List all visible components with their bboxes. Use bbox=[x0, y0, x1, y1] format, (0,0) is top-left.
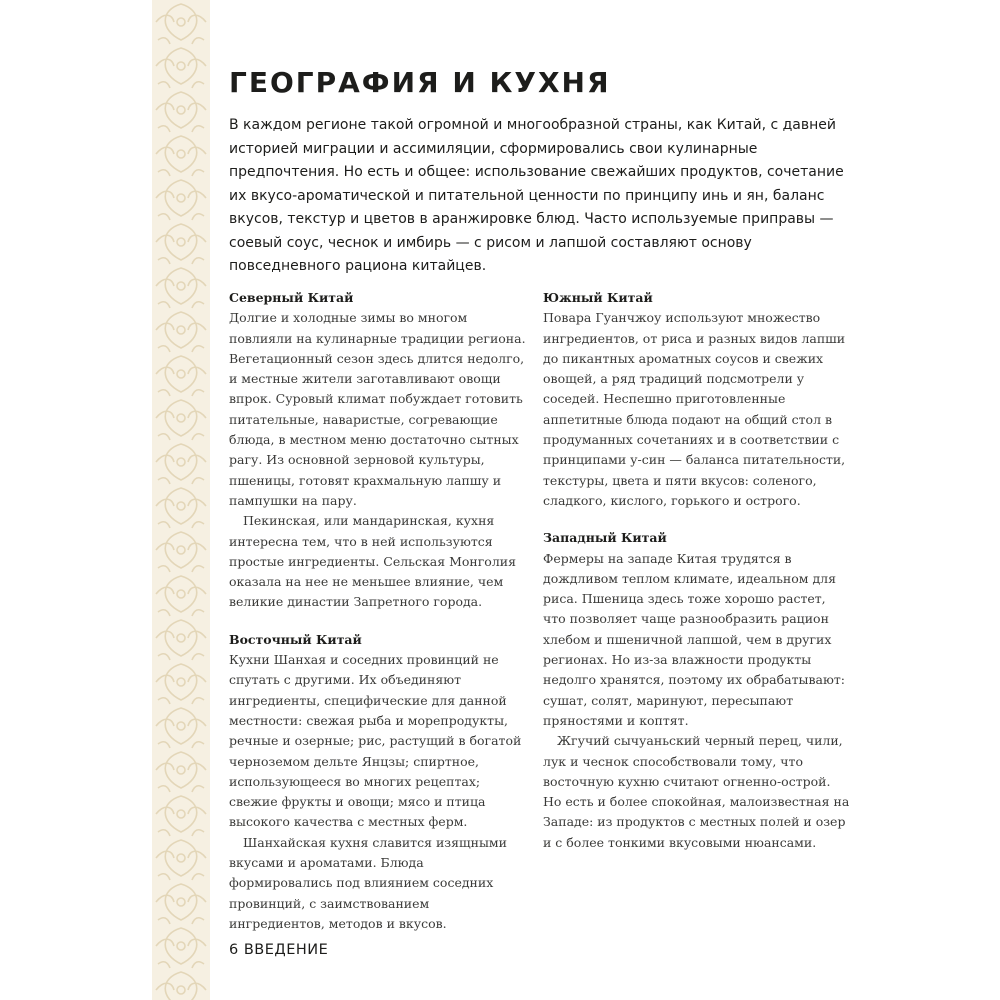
page-number: 6 bbox=[229, 942, 239, 958]
ornament-motif bbox=[156, 92, 206, 132]
section-label: ВВЕДЕНИЕ bbox=[243, 942, 329, 958]
ornament-motif bbox=[156, 840, 206, 880]
ornament-motif bbox=[156, 400, 206, 440]
ornament-motif bbox=[156, 356, 206, 396]
page-title: ГЕОГРАФИЯ И КУХНЯ bbox=[229, 66, 611, 99]
section-paragraph: Жгучий сычуаньский черный перец, чили, лук и чеснок способствовали тому, что восточную кухню считают огненно-острой. Но есть и более спокойная, малоизвестная на Западе: из продуктов с местных полей и озер и с более тонкими вкусовыми нюансами. bbox=[543, 733, 850, 850]
ornament-motif bbox=[156, 136, 206, 176]
ornament-motif bbox=[156, 972, 206, 1000]
section-paragraph: Кухни Шанхая и соседних провинций не спутать с другими. Их объединяют ингредиенты, специфические для данной местности: свежая рыба и морепродукты, речные и озерные; рис, растущий в богатой черноземом дельте Янцзы; спиртное, использующееся во многих рецептах; свежие фрукты и овощи; мясо и птица высокого качества с местных ферм. bbox=[229, 652, 522, 830]
ornament-motif bbox=[156, 4, 206, 44]
ornament-motif bbox=[156, 268, 206, 308]
ornament-motif bbox=[156, 532, 206, 572]
right-column bbox=[543, 288, 850, 870]
ornament-motif bbox=[156, 224, 206, 264]
ornament-motif bbox=[156, 620, 206, 660]
section-east-china bbox=[229, 630, 529, 934]
left-column bbox=[229, 288, 529, 951]
ornament-motif bbox=[156, 444, 206, 484]
section-heading: Северный Китай bbox=[229, 290, 354, 305]
ornament-motif bbox=[156, 576, 206, 616]
lace-border-ornament bbox=[152, 0, 210, 1000]
section-heading: Восточный Китай bbox=[229, 631, 362, 647]
page-folio bbox=[229, 942, 328, 958]
ornament-motif bbox=[156, 312, 206, 352]
section-paragraph: Шанхайская кухня славится изящными вкусами и ароматами. Блюда формировались под влиянием соседних провинций, с заимствованием ингредиентов, методов и вкусов. bbox=[229, 834, 507, 931]
section-heading: Южный Китай bbox=[543, 290, 653, 305]
ornament-motif bbox=[156, 664, 206, 704]
ornament-motif bbox=[156, 48, 206, 88]
ornament-pattern bbox=[152, 0, 210, 1000]
ornament-motif bbox=[156, 752, 206, 792]
section-paragraph: Повара Гуанчжоу используют множество ингредиентов, от риса и разных видов лапши до пикантных ароматных соусов и свежих овощей, а ряд традиций подсмотрели у соседей. Неспешно приготовленные аппетитные блюда подают на общий стол в продуманных сочетаниях и в соответствии с принципами у-син — баланса питательности, текстуры, цвета и пяти вкусов: соленого, сладкого, кислого, горького и острого. bbox=[543, 310, 846, 508]
intro-paragraph: В каждом регионе такой огромной и многообразной страны, как Китай, с давней историей миграции и ассимиляции, сформировались свои кулинарные предпочтения. Но есть и общее: использование свежайших продуктов, сочетание их вкусо-ароматической и питательной ценности по принципу инь и ян, баланс вкусов, текстур и цветов в аранжировке блюд. Часто используемые приправы — соевый соус, чеснок и имбирь — с рисом и лапшой составляют основу повседневного рациона китайцев. bbox=[229, 117, 844, 274]
section-paragraph: Пекинская, или мандаринская, кухня интересна тем, что в ней используются простые ингредиенты. Сельская Монголия оказала на нее не меньшее влияние, чем великие династии Запретного города. bbox=[229, 513, 516, 610]
section-paragraph: Долгие и холодные зимы во многом повлияли на кулинарные традиции региона. Вегетационный сезон здесь длится недолго, и местные жители заготавливают овощи впрок. Суровый климат побуждает готовить питательные, наваристые, согревающие блюда, в местном меню достаточно сытных рагу. Из основной зерновой культуры, пшеницы, готовят крахмальную лапшу и пампушки на пару. bbox=[229, 310, 526, 508]
ornament-motif bbox=[156, 884, 206, 924]
ornament-motif bbox=[156, 488, 206, 528]
section-heading: Западный Китай bbox=[543, 530, 667, 546]
section-north-china bbox=[229, 288, 529, 613]
section-south-china bbox=[543, 288, 850, 511]
section-west-china bbox=[543, 528, 850, 853]
ornament-motif bbox=[156, 928, 206, 968]
ornament-motif bbox=[156, 796, 206, 836]
section-paragraph: Фермеры на западе Китая трудятся в дождливом теплом климате, идеальном для риса. Пшеница здесь тоже хорошо растет, что позволяет чаще разнообразить рацион хлебом и пшеничной лапшой, чем в других регионах. Но из-за влажности продукты недолго хранятся, поэтому их обрабатывают: сушат, солят, маринуют, пересыпают пряностями и коптят. bbox=[543, 550, 845, 728]
ornament-motif bbox=[156, 180, 206, 220]
ornament-motif bbox=[156, 708, 206, 748]
